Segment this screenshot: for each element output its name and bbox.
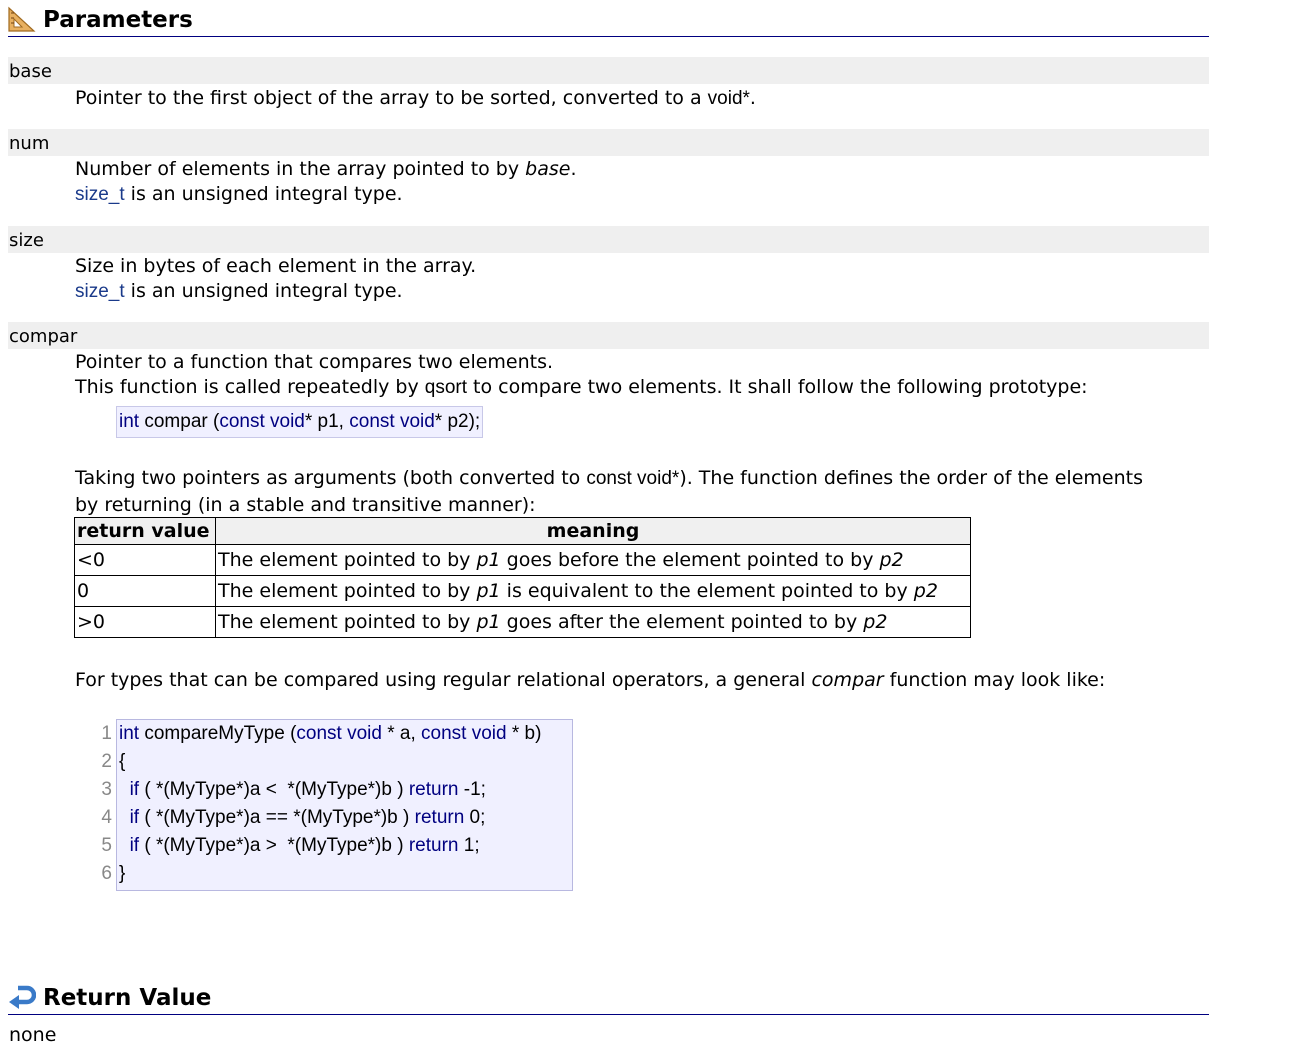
param-desc-compar-line2 xyxy=(75,375,1088,400)
text: Taking two pointers as arguments (both converted to xyxy=(75,467,587,489)
code-token: 1; xyxy=(458,835,480,856)
param-ref: p2 xyxy=(879,549,904,571)
param-name-size: size xyxy=(8,226,1209,253)
code-token: * a, xyxy=(381,723,422,744)
table-cell-meaning xyxy=(216,545,971,576)
text: The element pointed to by xyxy=(218,611,477,633)
text: is an unsigned integral type. xyxy=(124,280,403,302)
keyword: int xyxy=(119,723,140,744)
text: This function is called repeatedly by xyxy=(75,376,425,398)
code-text xyxy=(119,776,486,804)
code-token: ( *(MyType*)a == *(MyType*)b ) xyxy=(139,807,415,828)
text: Pointer to the first object of the array to be sorted, converted to a xyxy=(75,87,708,109)
return-value-header xyxy=(8,978,1209,1015)
line-number: 4 xyxy=(101,807,112,828)
line-number: 6 xyxy=(101,863,112,884)
code-line xyxy=(90,804,486,832)
table-cell-value: 0 xyxy=(75,576,216,607)
text: The element pointed to by xyxy=(218,580,477,602)
line-number: 1 xyxy=(101,723,112,744)
text: is an unsigned integral type. xyxy=(124,183,403,205)
compar-para2 xyxy=(75,668,1105,693)
inline-code: qsort xyxy=(424,377,468,398)
param-ref: p2 xyxy=(863,611,888,633)
param-ref: compar xyxy=(811,669,884,691)
code-token: { xyxy=(119,751,126,772)
keyword: return xyxy=(414,807,465,828)
param-name-base: base xyxy=(8,57,1209,84)
param-ref: p1 xyxy=(476,580,501,602)
text: goes before the element pointed to by xyxy=(500,549,880,571)
keyword: const void xyxy=(219,411,305,432)
text: goes after the element pointed to by xyxy=(500,611,864,633)
param-ref: p1 xyxy=(476,611,501,633)
line-number: 5 xyxy=(101,835,112,856)
param-ref: p1 xyxy=(476,549,501,571)
code-token xyxy=(119,779,130,800)
text: to compare two elements. It shall follow the following prototype: xyxy=(467,376,1088,398)
code-text: compar ( xyxy=(139,411,220,432)
compar-para1-line2: by returning (in a stable and transitive manner): xyxy=(75,494,536,516)
code-line xyxy=(90,776,486,804)
line-number: 2 xyxy=(101,751,112,772)
code-line xyxy=(90,748,126,776)
text: . xyxy=(570,158,577,180)
code-token: } xyxy=(119,863,126,884)
code-token: ( *(MyType*)a < *(MyType*)b ) xyxy=(139,779,409,800)
code-text: * p2); xyxy=(434,411,481,432)
keyword: return xyxy=(408,779,459,800)
code-line xyxy=(90,720,542,748)
set-square-icon xyxy=(8,6,36,32)
return-value-table xyxy=(74,517,971,638)
code-line xyxy=(90,860,126,888)
text: For types that can be compared using regular relational operators, a general xyxy=(75,669,812,691)
code-token xyxy=(119,807,130,828)
code-text: * p1, xyxy=(304,411,350,432)
text: . xyxy=(749,87,756,109)
param-ref: p2 xyxy=(913,580,938,602)
code-text xyxy=(119,720,541,748)
table-cell-value: >0 xyxy=(75,607,216,638)
size-t-link[interactable]: size_t xyxy=(75,184,125,205)
inline-code: void* xyxy=(707,88,750,109)
table-row xyxy=(75,545,971,576)
code-text xyxy=(119,860,125,888)
param-desc-size-line1: Size in bytes of each element in the array. xyxy=(75,255,477,277)
param-desc-base xyxy=(75,86,756,111)
code-token: -1; xyxy=(458,779,486,800)
code-line xyxy=(90,832,480,860)
table-header-row xyxy=(75,518,971,545)
param-name-compar: compar xyxy=(8,322,1209,349)
keyword: const void xyxy=(421,723,507,744)
text: function may look like: xyxy=(883,669,1106,691)
keyword: if xyxy=(129,807,140,828)
code-token: compareMyType ( xyxy=(139,723,297,744)
code-token: 0; xyxy=(464,807,486,828)
text: Number of elements in the array pointed to by xyxy=(75,158,526,180)
param-desc-num-line1 xyxy=(75,157,577,182)
size-t-link[interactable]: size_t xyxy=(75,281,125,302)
inline-code: const void* xyxy=(586,468,680,489)
keyword: const void xyxy=(296,723,382,744)
text: The element pointed to by xyxy=(218,549,477,571)
text: ). The function defines the order of the elements xyxy=(679,467,1143,489)
param-desc-compar-line1: Pointer to a function that compares two elements. xyxy=(75,351,554,373)
keyword: const void xyxy=(349,411,435,432)
example-code-block xyxy=(90,719,573,891)
prototype-code xyxy=(116,406,483,438)
code-text xyxy=(119,832,480,860)
text: is equivalent to the element pointed to by xyxy=(500,580,914,602)
parameters-header xyxy=(8,0,1209,37)
line-number: 3 xyxy=(101,779,112,800)
code-token: * b) xyxy=(506,723,542,744)
code-text xyxy=(119,748,125,776)
return-arrow-icon xyxy=(8,984,36,1010)
table-row xyxy=(75,576,971,607)
param-ref: base xyxy=(525,158,571,180)
table-header-return-value: return value xyxy=(75,518,216,545)
return-value-text: none xyxy=(9,1024,57,1046)
compar-para1-line1 xyxy=(75,466,1143,491)
code-token: ( *(MyType*)a > *(MyType*)b ) xyxy=(139,835,409,856)
keyword: return xyxy=(408,835,459,856)
return-value-title: Return Value xyxy=(43,985,212,1011)
keyword: int xyxy=(119,411,140,432)
table-cell-value: <0 xyxy=(75,545,216,576)
table-cell-meaning xyxy=(216,607,971,638)
table-header-meaning: meaning xyxy=(216,518,971,545)
table-row xyxy=(75,607,971,638)
param-desc-size-line2 xyxy=(75,279,403,304)
code-token xyxy=(119,835,130,856)
keyword: if xyxy=(129,779,140,800)
code-text xyxy=(119,804,485,832)
keyword: if xyxy=(129,835,140,856)
param-name-num: num xyxy=(8,129,1209,156)
table-cell-meaning xyxy=(216,576,971,607)
param-desc-num-line2 xyxy=(75,182,403,207)
parameters-title: Parameters xyxy=(43,7,193,33)
